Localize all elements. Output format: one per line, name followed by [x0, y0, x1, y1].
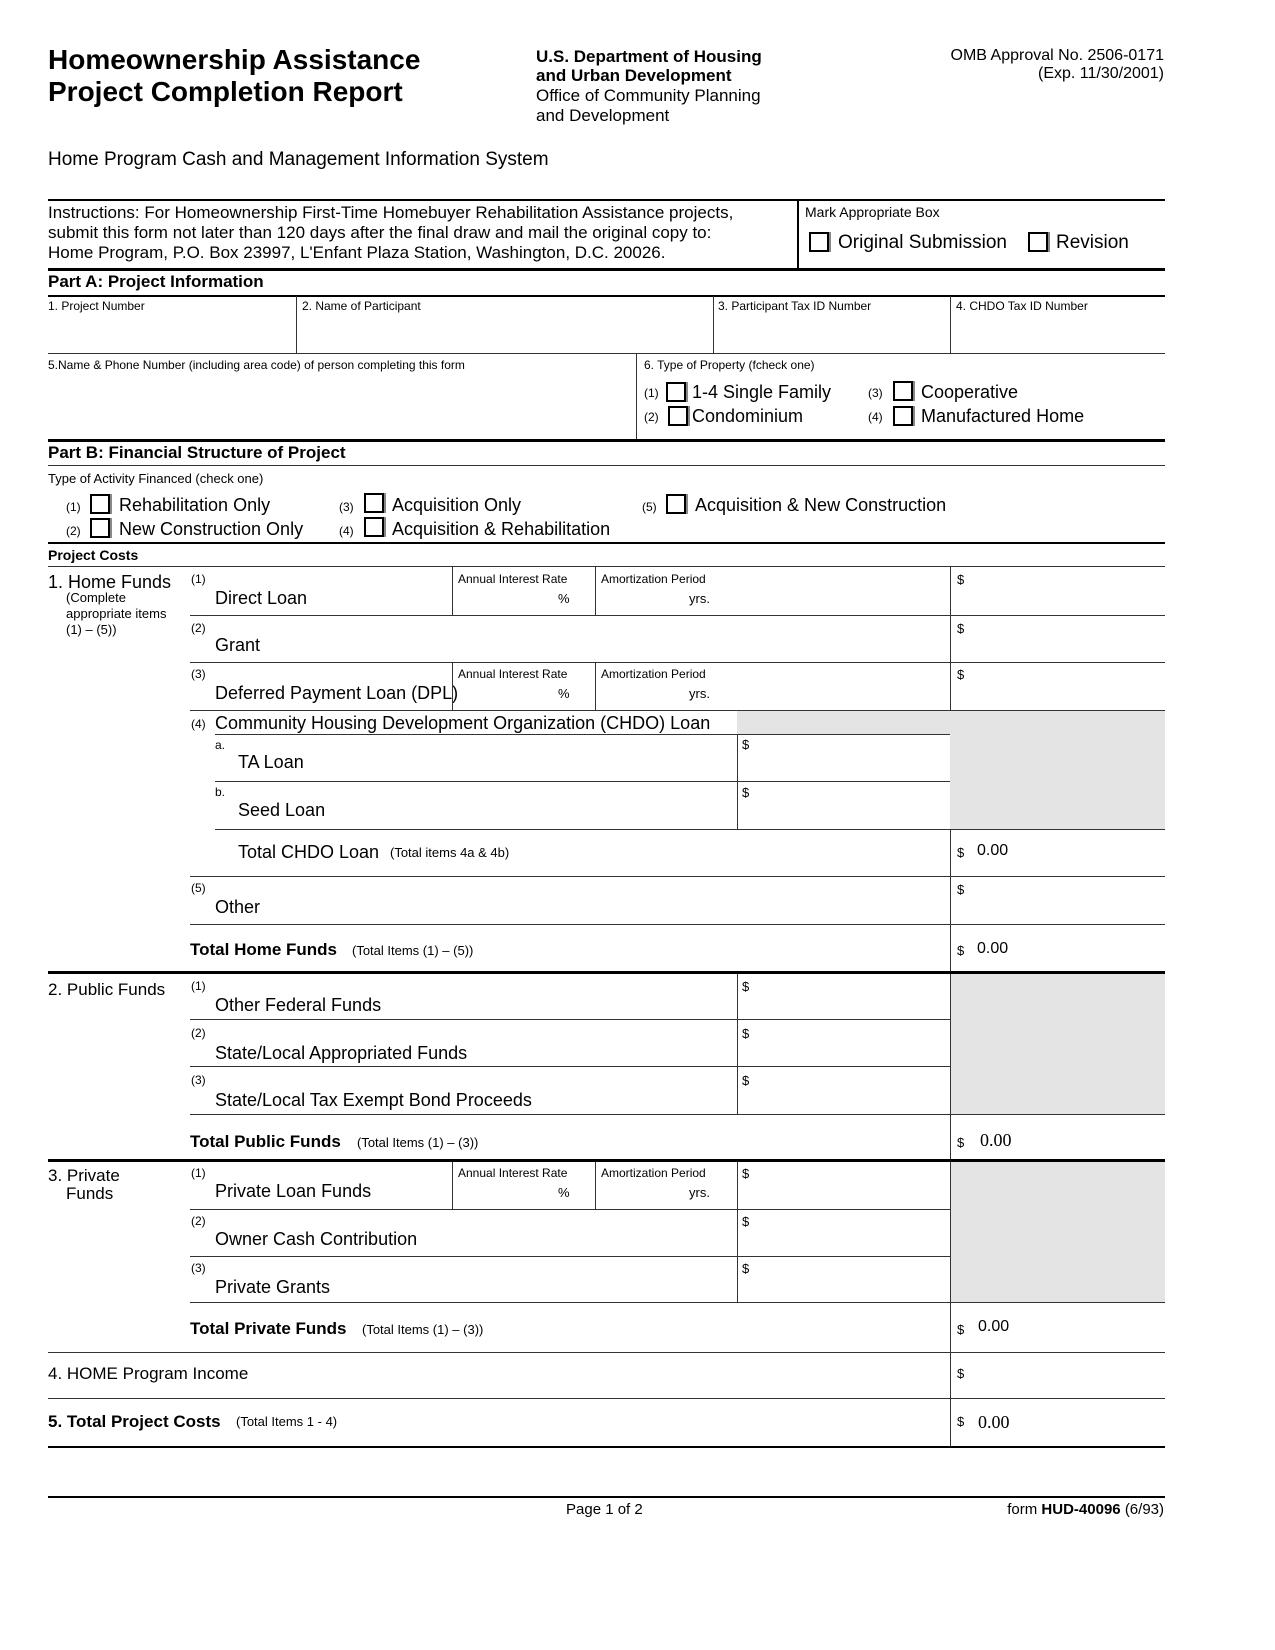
- dollar-sign: $: [957, 1414, 965, 1429]
- dpl-label: Deferred Payment Loan (DPL): [215, 683, 459, 703]
- divider: [452, 1162, 453, 1209]
- divider: [48, 295, 1165, 297]
- tax-exempt-bond-label: State/Local Tax Exempt Bond Proceeds: [215, 1090, 532, 1110]
- rehabilitation-only-checkbox[interactable]: [90, 494, 110, 514]
- yrs-label: yrs.: [689, 591, 710, 606]
- home-funds-note: appropriate items: [66, 606, 167, 621]
- total-private-funds-label: Total Private Funds: [190, 1319, 347, 1338]
- divider: [737, 735, 738, 829]
- item-num: (1): [191, 979, 206, 993]
- total-public-funds-label: Total Public Funds: [190, 1132, 341, 1151]
- condominium-label: Condominium: [692, 406, 804, 426]
- divider: [190, 1066, 950, 1067]
- divider: [190, 710, 1165, 711]
- grant-amount-field[interactable]: [970, 618, 1160, 660]
- private-funds-label: 3. Private: [48, 1166, 120, 1185]
- divider: [190, 662, 1165, 663]
- home-funds-note: (1) – (5)): [66, 622, 117, 637]
- dollar-sign: $: [957, 621, 965, 636]
- item-num: (1): [191, 572, 206, 586]
- divider: [190, 615, 1165, 616]
- contact-name-phone-label: 5.Name & Phone Number (including area code) of person completing this form: [48, 358, 465, 372]
- page-number: Page 1 of 2: [566, 1501, 643, 1518]
- dollar-sign: $: [742, 1214, 750, 1229]
- divider: [48, 465, 1165, 466]
- yrs-label: yrs.: [689, 686, 710, 701]
- private-grants-label: Private Grants: [215, 1277, 331, 1297]
- project-costs-label: Project Costs: [48, 547, 139, 563]
- other-amount-field[interactable]: [970, 879, 1160, 921]
- rehabilitation-only-label: Rehabilitation Only: [119, 495, 271, 515]
- part-a-title: Part A: Project Information: [48, 272, 264, 291]
- dpl-period-field[interactable]: [597, 684, 685, 706]
- dollar-sign: $: [957, 882, 965, 897]
- owner-cash-amount-field[interactable]: [755, 1212, 945, 1254]
- item-num: (2): [191, 1026, 206, 1040]
- new-construction-only-label: New Construction Only: [119, 519, 304, 539]
- acquisition-only-checkbox[interactable]: [364, 493, 384, 513]
- amortization-label: Amortization Period: [601, 572, 706, 586]
- private-loan-amount-field[interactable]: [755, 1164, 945, 1206]
- form-subtitle: Home Program Cash and Management Information System: [48, 149, 549, 170]
- total-project-costs-note: (Total Items 1 - 4): [236, 1414, 338, 1429]
- dpl-rate-field[interactable]: [454, 684, 554, 706]
- form-title-line2: Project Completion Report: [48, 76, 403, 107]
- divider: [190, 1019, 950, 1020]
- divider: [190, 1114, 1165, 1115]
- item-num: b.: [215, 785, 226, 799]
- direct-loan-rate-field[interactable]: [454, 589, 554, 611]
- acquisition-new-construction-checkbox[interactable]: [666, 494, 686, 514]
- divider: [48, 1352, 1165, 1353]
- instructions-line2: submit this form not later than 120 days after the final draw and mail the original copy to:: [48, 223, 712, 242]
- dollar-sign: $: [742, 1026, 750, 1041]
- revision-checkbox[interactable]: [1028, 232, 1048, 252]
- interest-rate-label: Annual Interest Rate: [458, 667, 568, 681]
- original-submission-checkbox[interactable]: [809, 232, 829, 252]
- dollar-sign: $: [957, 667, 965, 682]
- manufactured-home-label: Manufactured Home: [921, 406, 1085, 426]
- participant-tax-id-label: 3. Participant Tax ID Number: [718, 299, 872, 313]
- dollar-sign: $: [957, 1135, 965, 1150]
- revision-label: Revision: [1056, 232, 1129, 253]
- divider: [452, 663, 453, 710]
- property-type-label: 6. Type of Property (fcheck one): [644, 358, 815, 372]
- property-option-num: (3): [868, 386, 883, 400]
- activity-option-num: (4): [339, 524, 354, 538]
- item-num: (2): [191, 1214, 206, 1228]
- condominium-checkbox[interactable]: [668, 406, 688, 426]
- dollar-sign: $: [957, 1322, 965, 1337]
- private-loan-funds-label: Private Loan Funds: [215, 1181, 372, 1201]
- grant-label: Grant: [215, 635, 261, 655]
- dollar-sign: $: [957, 943, 965, 958]
- divider: [48, 566, 1165, 567]
- program-income-amount-field[interactable]: [970, 1356, 1160, 1396]
- original-submission-label: Original Submission: [838, 232, 1007, 253]
- chdo-tax-id-label: 4. CHDO Tax ID Number: [956, 299, 1088, 313]
- total-public-funds-value: 0.00: [980, 1130, 1012, 1150]
- item-num: a.: [215, 738, 226, 752]
- program-income-label: 4. HOME Program Income: [48, 1364, 249, 1383]
- activity-option-num: (5): [642, 500, 657, 514]
- private-grants-amount-field[interactable]: [755, 1259, 945, 1301]
- seed-loan-amount-field[interactable]: [755, 784, 945, 826]
- percent-sign: %: [558, 1185, 570, 1200]
- form-title-line1: Homeownership Assistance: [48, 44, 421, 75]
- activity-type-label: Type of Activity Financed (check one): [48, 471, 264, 486]
- divider: [190, 924, 1165, 925]
- other-federal-amount-field[interactable]: [755, 977, 945, 1017]
- divider: [48, 268, 1165, 271]
- form-date: (6/93): [1124, 1501, 1164, 1518]
- form-number: [1007, 1502, 1164, 1517]
- divider: [48, 542, 1165, 544]
- divider: [713, 296, 714, 353]
- divider: [737, 1162, 738, 1302]
- cooperative-checkbox[interactable]: [893, 381, 913, 401]
- participant-tax-id-field[interactable]: [715, 316, 948, 352]
- acquisition-new-construction-label: Acquisition & New Construction: [695, 495, 947, 515]
- dollar-sign: $: [742, 1166, 750, 1181]
- form-id: HUD-40096: [1041, 1501, 1121, 1518]
- omb-approval-number: OMB Approval No. 2506-0171: [950, 47, 1164, 64]
- dollar-sign: $: [742, 737, 750, 752]
- single-family-checkbox[interactable]: [666, 382, 686, 402]
- activity-option-num: (1): [66, 500, 81, 514]
- divider: [190, 1209, 950, 1210]
- divider: [48, 971, 1165, 974]
- divider: [48, 353, 1165, 354]
- divider: [48, 1446, 1165, 1448]
- total-public-funds-note: (Total Items (1) – (3)): [357, 1135, 479, 1150]
- shaded-area: [951, 974, 1165, 1114]
- divider: [595, 1162, 596, 1209]
- dollar-sign: $: [957, 845, 965, 860]
- property-option-num: (1): [644, 386, 659, 400]
- tax-exempt-bond-amount-field[interactable]: [755, 1070, 945, 1110]
- activity-option-num: (2): [66, 524, 81, 538]
- divider: [215, 829, 1165, 830]
- divider: [48, 439, 1165, 442]
- owner-cash-contribution-label: Owner Cash Contribution: [215, 1229, 418, 1249]
- divider: [950, 296, 951, 353]
- amortization-label: Amortization Period: [601, 1166, 706, 1180]
- participant-name-field[interactable]: [298, 316, 712, 352]
- total-private-funds-note: (Total Items (1) – (3)): [362, 1322, 484, 1337]
- participant-name-label: 2. Name of Participant: [302, 299, 421, 313]
- activity-option-num: (3): [339, 500, 354, 514]
- other-federal-funds-label: Other Federal Funds: [215, 995, 382, 1015]
- interest-rate-label: Annual Interest Rate: [458, 572, 568, 586]
- cooperative-label: Cooperative: [921, 382, 1019, 402]
- home-funds-note: (Complete: [66, 590, 126, 605]
- acquisition-rehabilitation-checkbox[interactable]: [364, 517, 384, 537]
- direct-loan-period-field[interactable]: [597, 589, 685, 611]
- part-b-title: Part B: Financial Structure of Project: [48, 443, 346, 462]
- divider: [190, 1256, 950, 1257]
- item-num: (2): [191, 621, 206, 635]
- acquisition-rehabilitation-label: Acquisition & Rehabilitation: [392, 519, 611, 539]
- divider: [190, 1302, 1165, 1303]
- divider: [215, 734, 950, 735]
- percent-sign: %: [558, 591, 570, 606]
- amortization-label: Amortization Period: [601, 667, 706, 681]
- ta-loan-amount-field[interactable]: [755, 737, 945, 777]
- dollar-sign: $: [957, 1366, 965, 1381]
- divider: [636, 354, 637, 439]
- dollar-sign: $: [742, 1261, 750, 1276]
- divider: [452, 567, 453, 615]
- percent-sign: %: [558, 686, 570, 701]
- total-private-funds-value: 0.00: [978, 1318, 1010, 1335]
- property-option-num: (2): [644, 410, 659, 424]
- acquisition-only-label: Acquisition Only: [392, 495, 522, 515]
- divider: [595, 663, 596, 710]
- instructions-line3: Home Program, P.O. Box 23997, L'Enfant Plaza Station, Washington, D.C. 20026.: [48, 243, 666, 262]
- divider: [48, 1159, 1165, 1162]
- instructions-line1: Instructions: For Homeownership First-Time Homebuyer Rehabilitation Assistance projects,: [48, 203, 734, 222]
- manufactured-home-checkbox[interactable]: [893, 406, 913, 426]
- divider: [797, 200, 799, 268]
- divider: [190, 876, 1165, 877]
- project-number-field[interactable]: [48, 316, 294, 352]
- divider: [48, 1398, 1165, 1399]
- total-chdo-label: Total CHDO Loan: [238, 842, 380, 862]
- divider: [737, 974, 738, 1114]
- total-project-costs-label: 5. Total Project Costs: [48, 1412, 221, 1431]
- mark-box-label: Mark Appropriate Box: [805, 204, 940, 220]
- state-local-appropriated-label: State/Local Appropriated Funds: [215, 1043, 468, 1063]
- single-family-label: 1-4 Single Family: [692, 382, 832, 402]
- home-funds-label: 1. Home Funds: [48, 572, 172, 592]
- public-funds-label: 2. Public Funds: [48, 980, 166, 999]
- dollar-sign: $: [742, 1073, 750, 1088]
- divider: [48, 199, 1165, 201]
- state-local-appropriated-amount-field[interactable]: [755, 1023, 945, 1063]
- dollar-sign: $: [742, 979, 750, 994]
- total-home-funds-note: (Total Items (1) – (5)): [352, 943, 474, 958]
- chdo-tax-id-field[interactable]: [952, 316, 1164, 352]
- office-name-line2: and Development: [536, 106, 670, 125]
- interest-rate-label: Annual Interest Rate: [458, 1166, 568, 1180]
- seed-loan-label: Seed Loan: [238, 800, 326, 820]
- dollar-sign: $: [957, 572, 965, 587]
- total-home-funds-label: Total Home Funds: [190, 940, 338, 959]
- property-option-num: (4): [868, 410, 883, 424]
- total-chdo-note: (Total items 4a & 4b): [390, 845, 510, 860]
- total-home-funds-value: 0.00: [977, 940, 1009, 957]
- contact-name-phone-field[interactable]: [48, 376, 634, 438]
- omb-expiration: (Exp. 11/30/2001): [1037, 65, 1164, 82]
- item-num: (1): [191, 1166, 206, 1180]
- private-loan-rate-field[interactable]: [454, 1183, 554, 1205]
- divider: [595, 567, 596, 615]
- total-chdo-value: 0.00: [977, 842, 1009, 859]
- form-prefix: form: [1007, 1501, 1038, 1518]
- total-project-costs-value: 0.00: [978, 1412, 1010, 1432]
- private-loan-period-field[interactable]: [597, 1183, 685, 1205]
- item-num: (3): [191, 667, 206, 681]
- chdo-loan-label: Community Housing Development Organization (CHDO) Loan: [215, 713, 711, 733]
- agency-name-line1: U.S. Department of Housing: [536, 47, 762, 66]
- divider: [296, 296, 297, 353]
- office-name-line1: Office of Community Planning: [536, 86, 761, 105]
- agency-name-line2: and Urban Development: [536, 66, 732, 85]
- new-construction-only-checkbox[interactable]: [90, 518, 110, 538]
- item-num: (4): [191, 717, 206, 731]
- dollar-sign: $: [742, 785, 750, 800]
- divider: [48, 1496, 1165, 1498]
- item-num: (3): [191, 1073, 206, 1087]
- other-label: Other: [215, 897, 261, 917]
- direct-loan-amount-field[interactable]: [970, 570, 1160, 612]
- yrs-label: yrs.: [689, 1185, 710, 1200]
- divider: [215, 781, 950, 782]
- dpl-amount-field[interactable]: [970, 665, 1160, 707]
- item-num: (3): [191, 1261, 206, 1275]
- shaded-area: [951, 1162, 1165, 1302]
- item-num: (5): [191, 881, 206, 895]
- direct-loan-label: Direct Loan: [215, 588, 308, 608]
- ta-loan-label: TA Loan: [238, 752, 304, 772]
- private-funds-label: Funds: [66, 1184, 114, 1203]
- project-number-label: 1. Project Number: [48, 299, 145, 313]
